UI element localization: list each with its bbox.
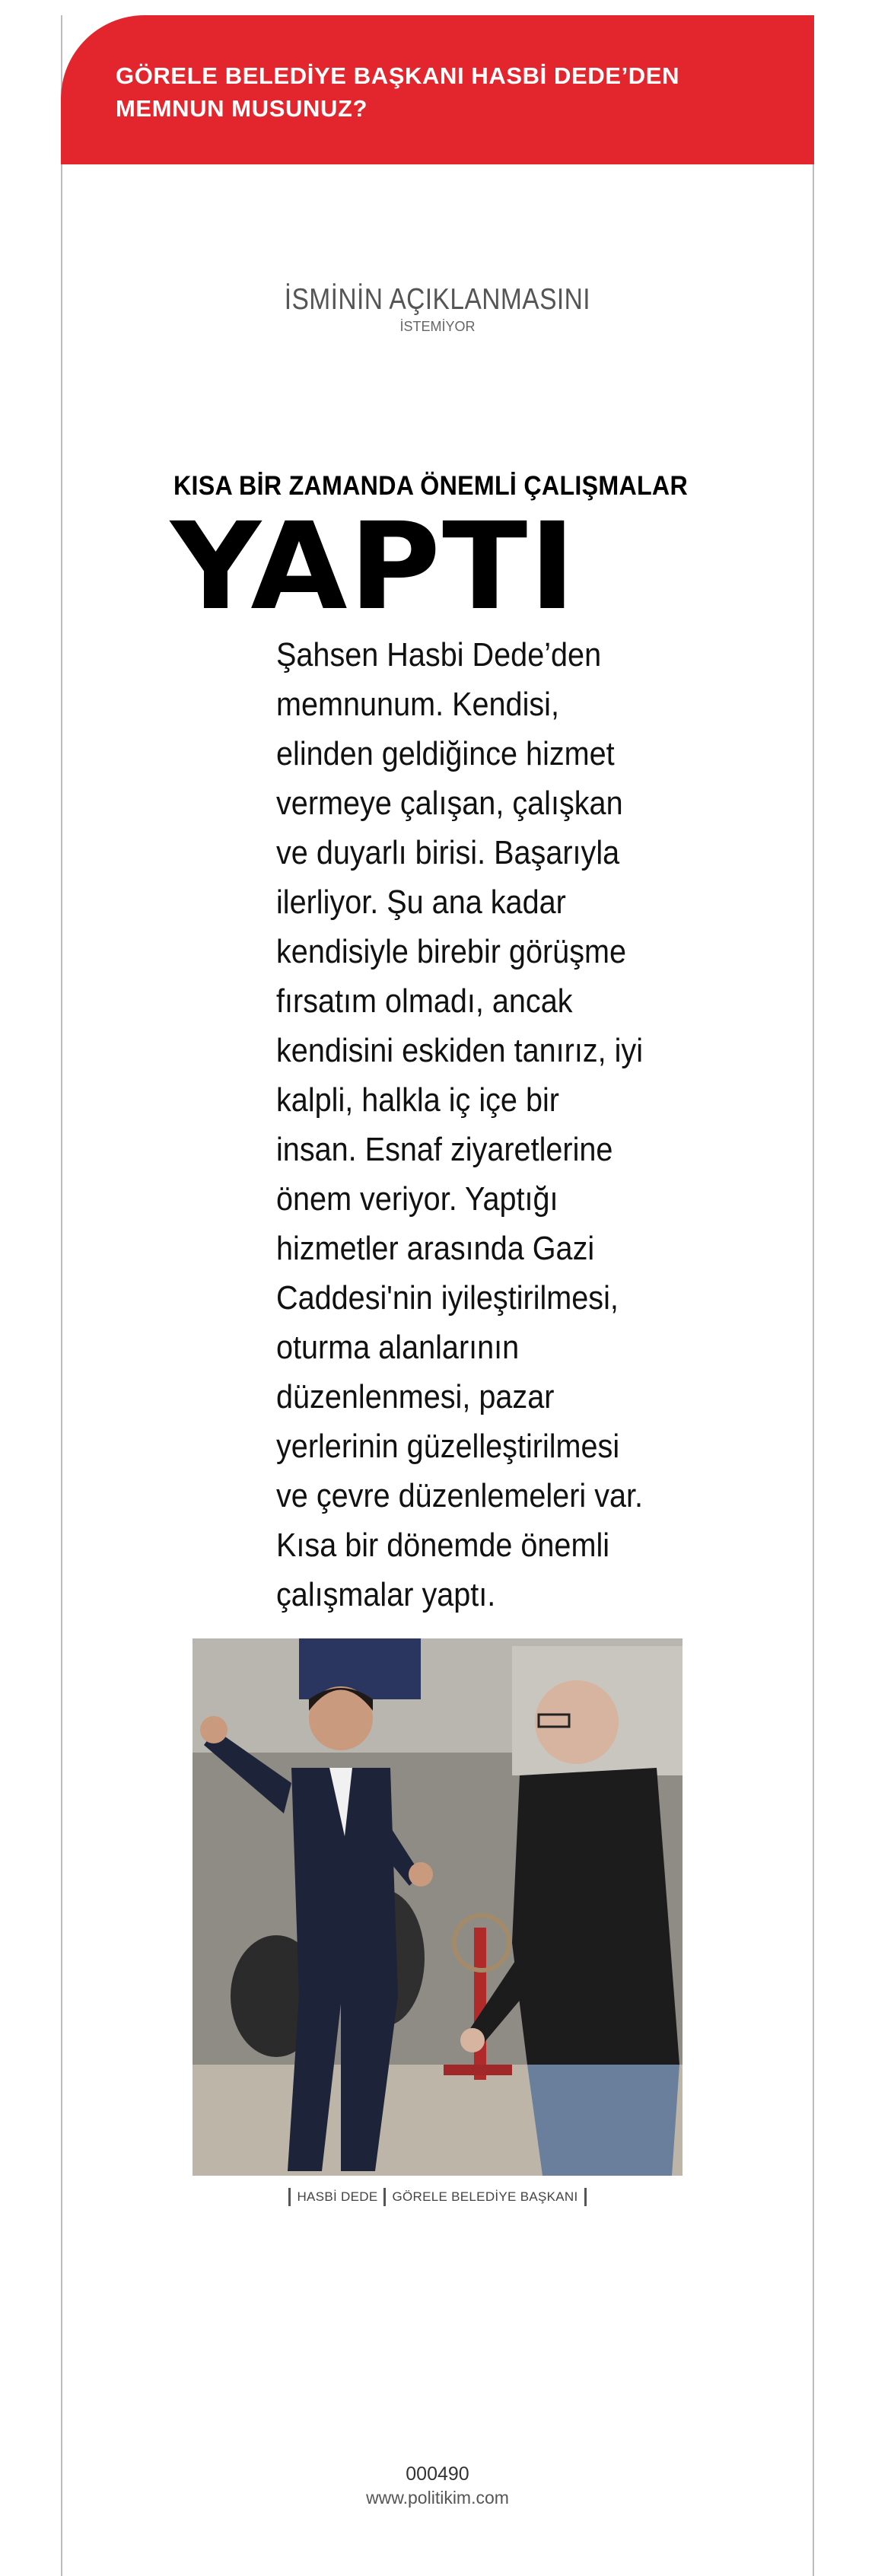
caption-divider — [584, 2188, 587, 2206]
article-headline: YAPTI — [170, 497, 578, 637]
page-footer — [61, 2463, 814, 2510]
caption-person-name: HASBİ DEDE — [297, 2189, 378, 2204]
photo-jack-stand — [474, 1928, 486, 2080]
photo-person-hand — [409, 1862, 433, 1887]
respondent-role: İSTEMİYOR — [399, 319, 476, 334]
caption-person-title: GÖRELE BELEDİYE BAŞKANI — [392, 2189, 578, 2204]
article-subheadline: KISA BİR ZAMANDA ÖNEMLİ ÇALIŞMALAR — [173, 471, 688, 501]
respondent-name: İSMİNİN AÇIKLANMASINI — [284, 283, 591, 316]
survey-question: GÖRELE BELEDİYE BAŞKANI HASBİ DEDE’DEN MEMNUN MUSUNUZ? — [116, 62, 680, 122]
photo-illustration — [192, 1638, 682, 2176]
page-code: 000490 — [406, 2463, 469, 2485]
question-banner — [61, 15, 814, 164]
caption-divider — [383, 2188, 386, 2206]
photo-person-suit — [288, 1768, 398, 2171]
photo-person-hand — [460, 2028, 485, 2052]
photo-person-jacket — [512, 1768, 679, 2065]
respondent-identity — [61, 283, 814, 335]
caption-divider — [288, 2188, 291, 2206]
photo-person-jeans — [527, 2065, 679, 2176]
website-url: www.politikim.com — [366, 2488, 509, 2508]
respondent-quote: Şahsen Hasbi Dede’den memnunum. Kendisi, elinden geldiğince hizmet vermeye çalışan, çalışkan ve duyarlı birisi. Başarıyla ilerliyor. Şu ana kadar kendisiyle birebir görüşme fırsatım olmadı, ancak kendisini eskiden tanırız, iyi kalpli, halkla iç içe bir insan. Esnaf ziyaretlerine önem veriyor. Yaptığı hizmetler arasında Gazi Caddesi'nin iyileştirilmesi, oturma alanlarının düzenlenmesi, pazar yerlerinin güzelleştirilmesi ve çevre düzenlemeleri var. Kısa bir dönemde önemli çalışmalar yaptı. — [276, 636, 644, 1613]
photo-screen — [299, 1638, 421, 1699]
photo-caption — [61, 2188, 814, 2206]
mayor-photo — [192, 1638, 682, 2176]
photo-jack-base — [444, 2065, 512, 2075]
photo-person-head — [535, 1680, 619, 1764]
photo-person-hand — [200, 1716, 228, 1743]
